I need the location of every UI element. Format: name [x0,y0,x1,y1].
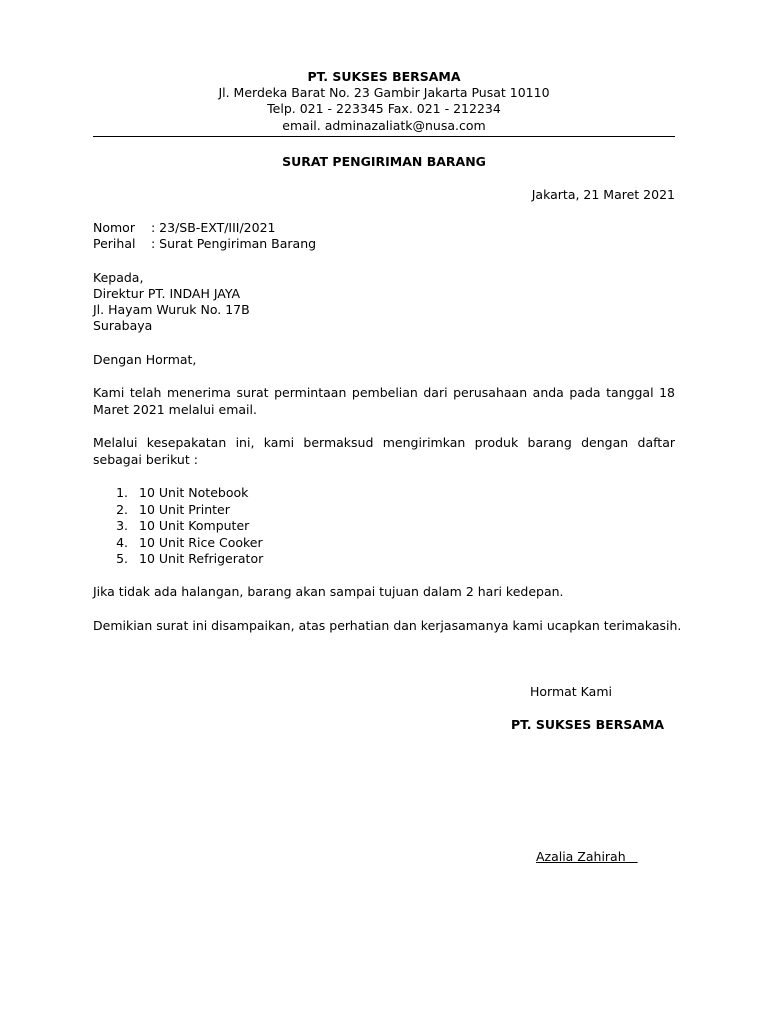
paragraph-2: Melalui kesepakatan ini, kami bermaksud mengirimkan produk barang dengan daftar sebagai berikut : [93,435,675,467]
recipient-name: Direktur PT. INDAH JAYA [93,286,241,301]
list-item-number: 2. [116,501,128,517]
meta-nomor-value: : 23/SB-EXT/III/2021 [151,220,276,235]
paragraph-1: Kami telah menerima surat permintaan pembelian dari perusahaan anda pada tanggal 18 Maret 2021 melalui email. [93,385,675,417]
signer-name: Azalia Zahirah [535,848,626,864]
list-item-text: 10 Unit Rice Cooker [139,534,263,550]
recipient-city: Surabaya [93,318,153,333]
letterhead-address: Jl. Merdeka Barat No. 23 Gambir Jakarta Pusat 10110 [218,85,550,100]
closing-company: PT. SUKSES BERSAMA [511,717,665,732]
letterhead-company: PT. SUKSES BERSAMA [307,69,461,84]
paragraph-4: Demikian surat ini disampaikan, atas perhatian dan kerjasamanya kami ucapkan terimakasih. [93,618,682,633]
list-item-number: 4. [116,534,128,550]
meta-perihal-value: : Surat Pengiriman Barang [151,236,317,251]
recipient-street: Jl. Hayam Wuruk No. 17B [93,302,250,317]
list-item-number: 5. [116,551,128,566]
list-item-number: 3. [116,518,128,533]
list-item-text: 10 Unit Notebook [139,485,249,500]
place-date: Jakarta, 21 Maret 2021 [531,187,675,202]
list-item-text: 10 Unit Komputer [139,518,250,533]
paragraph-3: Jika tidak ada halangan, barang akan sampai tujuan dalam 2 hari kedepan. [93,584,564,599]
signer-underline-pad [626,849,638,864]
list-item-text: 10 Unit Printer [139,501,230,517]
letterhead-email: email. adminazaliatk@nusa.com [282,118,486,133]
meta-nomor-label: Nomor [93,220,135,235]
greeting: Dengan Hormat, [93,352,197,367]
meta-perihal-label: Perihal [93,236,136,251]
document-title: SURAT PENGIRIMAN BARANG [282,154,486,169]
letterhead-divider [93,136,675,137]
signer-line [528,832,638,865]
list-item-number: 1. [116,485,128,500]
recipient-to: Kepada, [93,270,144,285]
letterhead-phone-fax: Telp. 021 - 223345 Fax. 021 - 212234 [267,101,501,116]
closing-salutation: Hormat Kami [530,684,612,699]
list-item-text: 10 Unit Refrigerator [139,551,264,566]
